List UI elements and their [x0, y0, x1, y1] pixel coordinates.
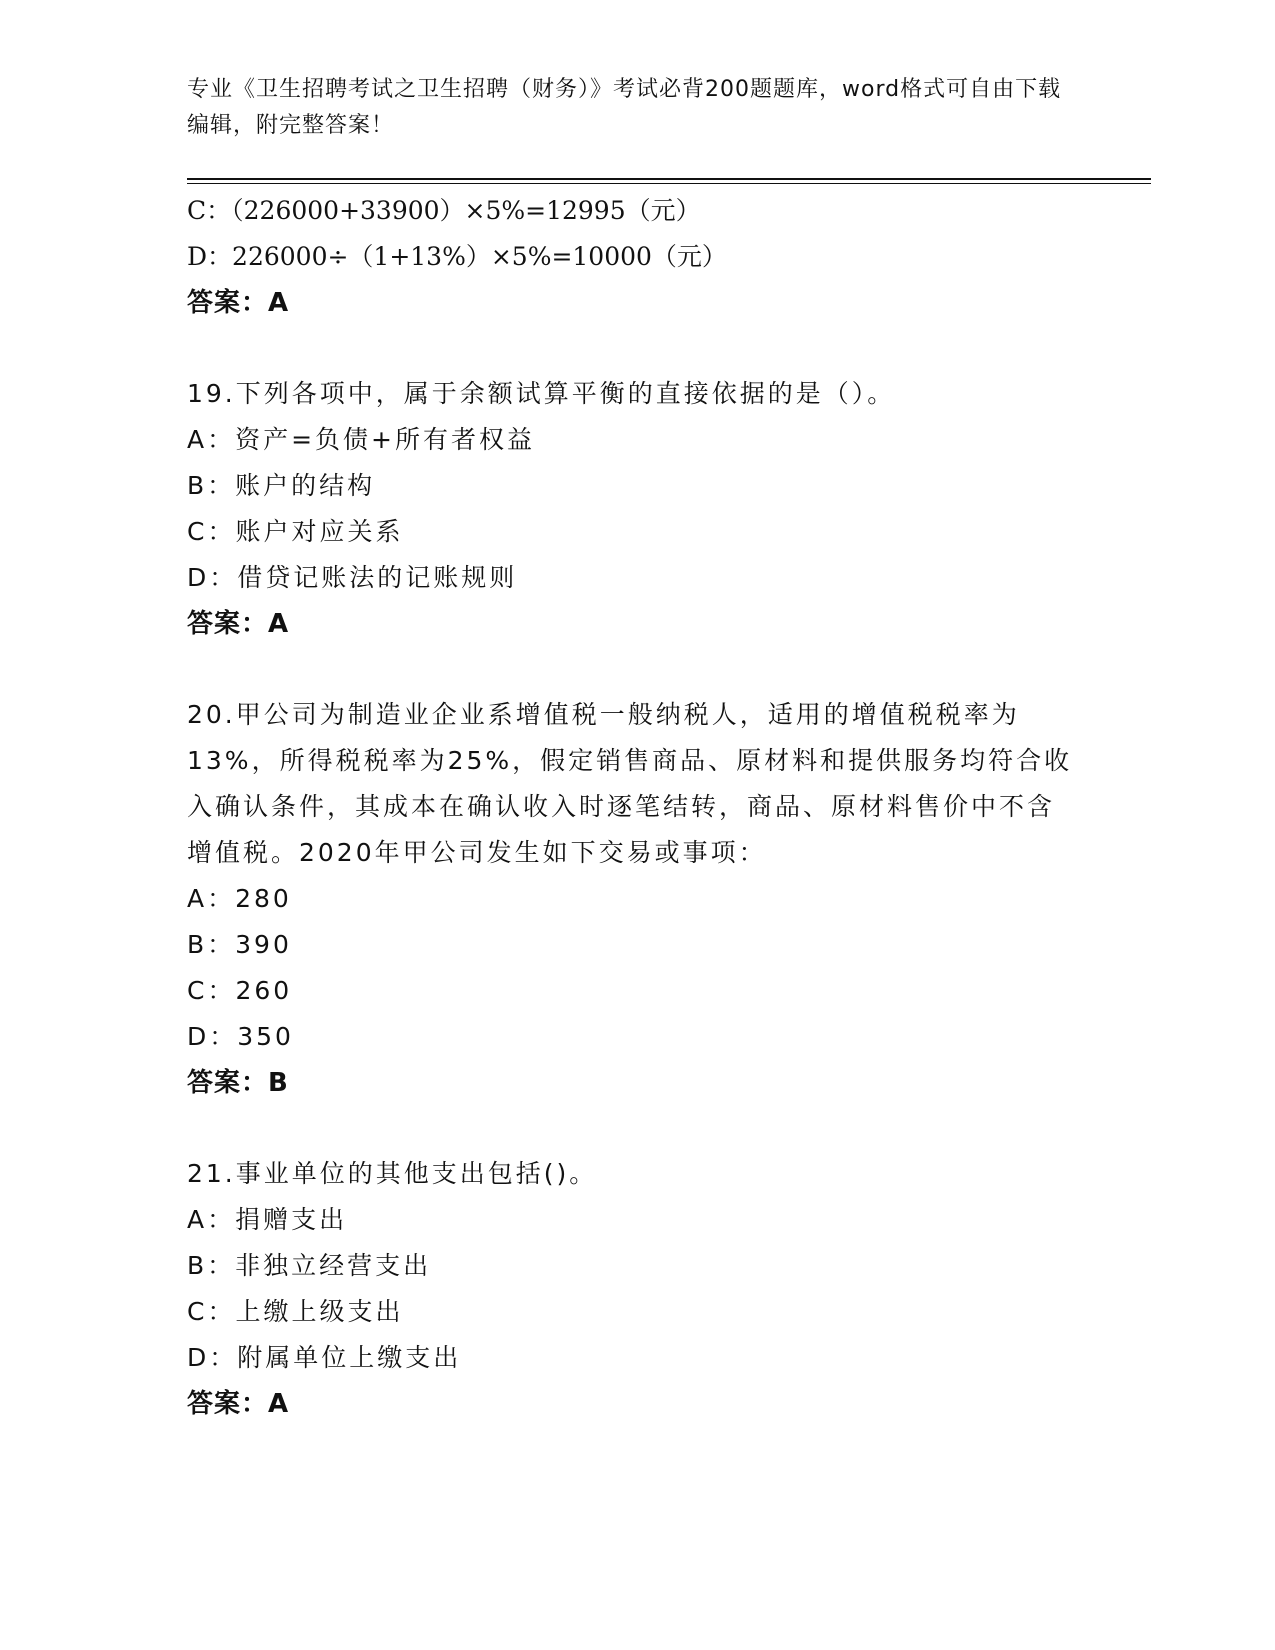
option-c: C：（226000+33900）×5%=12995（元） [187, 196, 701, 225]
question-stem: 21.事业单位的其他支出包括()。 [187, 1159, 598, 1188]
answer-line: 答案：A [187, 1389, 290, 1419]
spacer [187, 647, 1087, 692]
option-b: B：非独立经营支出 [187, 1251, 432, 1280]
header-divider-thin [187, 183, 1151, 184]
option-b: B：390 [187, 930, 292, 959]
option-c: C：账户对应关系 [187, 517, 404, 546]
option-c: C：260 [187, 976, 293, 1005]
option-a: A：280 [187, 884, 292, 913]
spacer [187, 1106, 1087, 1151]
answer-line: 答案：A [187, 609, 290, 639]
option-a: A：资产=负债+所有者权益 [187, 425, 535, 454]
option-d: D：附属单位上缴支出 [187, 1343, 462, 1372]
question-18-tail [187, 188, 1087, 326]
option-c: C：上缴上级支出 [187, 1297, 404, 1326]
option-a: A：捐赠支出 [187, 1205, 348, 1234]
option-d: D：350 [187, 1022, 294, 1051]
option-b: B：账户的结构 [187, 471, 376, 500]
question-20 [187, 692, 1087, 1106]
option-d: D：226000÷（1+13%）×5%=10000（元） [187, 242, 727, 271]
answer-line: 答案：A [187, 288, 290, 318]
option-d: D：借贷记账法的记账规则 [187, 563, 518, 592]
question-stem: 20.甲公司为制造业企业系增值税一般纳税人，适用的增值税税率为13%，所得税税率为25%，假定销售商品、原材料和提供服务均符合收入确认条件，其成本在确认收入时逐笔结转，商品、原材料售价中不含增值税。2020年甲公司发生如下交易或事项： [187, 700, 1073, 867]
question-21 [187, 1151, 1087, 1427]
question-19 [187, 371, 1087, 647]
spacer [187, 326, 1087, 371]
answer-line: 答案：B [187, 1068, 289, 1098]
header-divider-thick [187, 178, 1151, 180]
document-header: 专业《卫生招聘考试之卫生招聘（财务）》考试必背200题题库，word格式可自由下载编辑，附完整答案！ [187, 77, 1062, 138]
question-list [187, 188, 1087, 1427]
question-stem: 19.下列各项中，属于余额试算平衡的直接依据的是（）。 [187, 379, 896, 408]
